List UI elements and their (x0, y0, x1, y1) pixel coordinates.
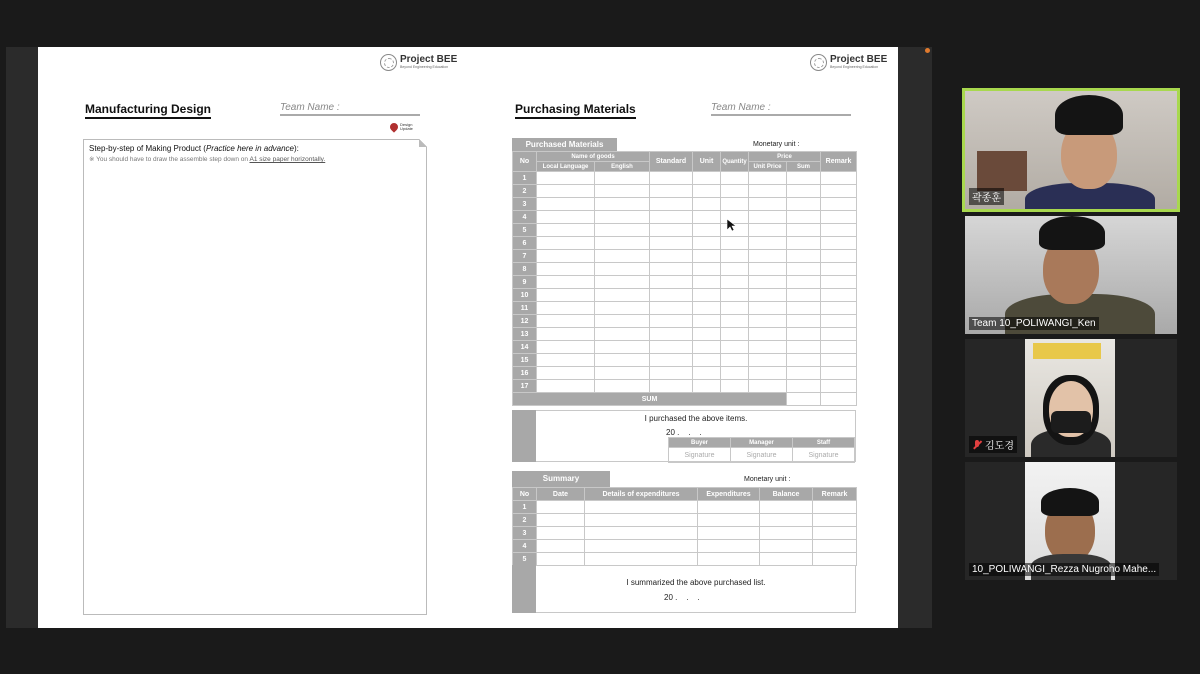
purchase-cell (787, 237, 821, 250)
summary-cell (760, 553, 813, 566)
purchase-cell (821, 237, 857, 250)
purchase-row (513, 211, 857, 224)
summary-cell (698, 527, 760, 540)
summary-cell (537, 514, 585, 527)
bee-logo-icon (380, 54, 397, 71)
purchase-cell (595, 354, 650, 367)
row-number: 10 (513, 289, 537, 302)
logo-subtitle: Beyond Engineering Education (400, 65, 449, 70)
purchase-cell (595, 315, 650, 328)
row-number: 6 (513, 237, 537, 250)
row-number: 15 (513, 354, 537, 367)
face-mask (1051, 411, 1091, 433)
pin-label-update: Update (400, 126, 413, 132)
summary-cell (760, 501, 813, 514)
background-furniture (977, 151, 1027, 191)
purchase-cell (821, 172, 857, 185)
row-number: 11 (513, 302, 537, 315)
purchase-row (513, 263, 857, 276)
purchase-cell (721, 237, 749, 250)
purchase-cell (595, 237, 650, 250)
purchase-cell (537, 367, 595, 380)
purchase-cell (693, 315, 721, 328)
purchase-cell (721, 172, 749, 185)
purchase-cell (721, 250, 749, 263)
summary-cell (698, 501, 760, 514)
col-no: No (513, 152, 537, 172)
purchase-cell (595, 263, 650, 276)
purchase-cell (787, 354, 821, 367)
purchase-cell (537, 224, 595, 237)
summary-cell (813, 514, 857, 527)
purchase-cell (595, 172, 650, 185)
purchase-cell (693, 354, 721, 367)
row-number: 9 (513, 276, 537, 289)
shared-document-page (38, 47, 898, 628)
step-instruction (89, 144, 299, 153)
purchase-cell (537, 276, 595, 289)
purchase-cell (693, 367, 721, 380)
recording-indicator-icon (925, 48, 930, 53)
purchased-statement: I purchased the above items. (644, 414, 748, 423)
row-number: 12 (513, 315, 537, 328)
purchase-cell (749, 289, 787, 302)
sum-label: SUM (513, 393, 787, 406)
purchase-cell (749, 224, 787, 237)
col-unit-price: Unit Price (749, 162, 787, 172)
purchase-cell (749, 198, 787, 211)
col-unit: Unit (693, 152, 721, 172)
participant-name-row (969, 436, 1017, 453)
purchase-cell (749, 341, 787, 354)
purchase-cell (787, 263, 821, 276)
purchase-cell (821, 328, 857, 341)
col-local-language: Local Language (537, 162, 595, 172)
role-manager: Manager (731, 438, 793, 448)
purchase-cell (721, 198, 749, 211)
purchase-cell (787, 185, 821, 198)
purchase-cell (721, 380, 749, 393)
design-update-badge (390, 123, 413, 132)
signature-cell: Signature (669, 448, 731, 463)
purchase-row (513, 185, 857, 198)
purchase-cell (821, 380, 857, 393)
purchase-cell (749, 354, 787, 367)
summary-col-details-of-expenditures: Details of expenditures (585, 488, 698, 501)
signature-side-bar (512, 410, 536, 462)
participant-name: 김도경 (985, 441, 1014, 452)
purchase-cell (749, 263, 787, 276)
summary-tab: Summary (512, 471, 610, 487)
row-number: 13 (513, 328, 537, 341)
team-name-label-left: Team Name : (280, 102, 420, 116)
summary-cell (698, 540, 760, 553)
purchase-cell (537, 211, 595, 224)
purchase-cell (821, 250, 857, 263)
summary-row (513, 553, 857, 566)
purchase-cell (821, 289, 857, 302)
purchase-cell (821, 354, 857, 367)
logo-brand-text: Project BEE (400, 54, 458, 66)
participant-tile-1[interactable] (962, 88, 1180, 212)
col-remark: Remark (821, 152, 857, 172)
row-number: 17 (513, 380, 537, 393)
summary-row (513, 527, 857, 540)
purchase-cell (749, 250, 787, 263)
purchase-cell (787, 380, 821, 393)
role-buyer: Buyer (669, 438, 731, 448)
summary-cell (813, 527, 857, 540)
purchase-cell (650, 380, 693, 393)
purchase-cell (693, 380, 721, 393)
purchase-cell (821, 367, 857, 380)
col-sum: Sum (787, 162, 821, 172)
summary-cell (585, 553, 698, 566)
manufacturing-design-title: Manufacturing Design (85, 102, 211, 119)
purchased-materials-tab: Purchased Materials (512, 138, 617, 151)
col-english: English (595, 162, 650, 172)
summary-cell (537, 540, 585, 553)
row-number: 5 (513, 224, 537, 237)
purchase-cell (749, 367, 787, 380)
signature-cell: Signature (793, 448, 855, 463)
purchase-cell (537, 354, 595, 367)
purchase-cell (749, 172, 787, 185)
purchase-cell (595, 380, 650, 393)
summary-date-line: 20 . . . (664, 593, 700, 602)
purchase-cell (693, 172, 721, 185)
purchase-row (513, 276, 857, 289)
purchase-cell (749, 276, 787, 289)
purchased-materials-table (512, 151, 857, 406)
purchase-row (513, 224, 857, 237)
purchase-cell (821, 302, 857, 315)
summary-col-balance: Balance (760, 488, 813, 501)
purchase-row (513, 172, 857, 185)
microphone-muted-icon (972, 440, 982, 450)
purchase-cell (749, 211, 787, 224)
purchase-cell (821, 211, 857, 224)
purchase-cell (721, 263, 749, 276)
purchase-cell (721, 367, 749, 380)
purchase-cell (721, 289, 749, 302)
purchase-cell (721, 276, 749, 289)
purchase-cell (693, 328, 721, 341)
purchase-row (513, 354, 857, 367)
person-hair (1041, 488, 1099, 516)
summary-col-remark: Remark (813, 488, 857, 501)
summary-cell (585, 540, 698, 553)
summary-cell (760, 527, 813, 540)
purchase-cell (650, 276, 693, 289)
purchase-cell (693, 276, 721, 289)
purchase-cell (537, 237, 595, 250)
purchase-cell (650, 354, 693, 367)
shared-screen (6, 47, 932, 628)
purchase-cell (650, 315, 693, 328)
summary-cell (698, 514, 760, 527)
step-suffix: ): (294, 144, 299, 153)
team-name-label-right: Team Name : (711, 102, 851, 116)
summary-cell (813, 553, 857, 566)
signature-cell: Signature (731, 448, 793, 463)
participant-tile-3[interactable] (965, 339, 1177, 457)
purchase-cell (721, 302, 749, 315)
summary-monetary-unit: Monetary unit : (744, 476, 791, 483)
pin-label-design: Design (400, 122, 413, 127)
row-number: 16 (513, 367, 537, 380)
purchase-cell (693, 211, 721, 224)
purchase-cell (821, 341, 857, 354)
summary-cell (537, 527, 585, 540)
purchase-cell (650, 302, 693, 315)
purchase-row (513, 250, 857, 263)
row-number: 4 (513, 540, 537, 553)
purchase-cell (787, 289, 821, 302)
purchase-cell (821, 315, 857, 328)
purchase-cell (787, 224, 821, 237)
summary-side-bar (512, 565, 536, 613)
purchase-cell (650, 172, 693, 185)
summary-col-no: No (513, 488, 537, 501)
purchase-cell (537, 341, 595, 354)
participant-name: Team 10_POLIWANGI_Ken (969, 317, 1099, 330)
purchase-cell (650, 185, 693, 198)
purchase-cell (537, 315, 595, 328)
purchase-cell (749, 302, 787, 315)
purchase-cell (787, 302, 821, 315)
row-number: 1 (513, 501, 537, 514)
purchase-cell (595, 250, 650, 263)
participant-name: 곽종훈 (969, 188, 1004, 205)
purchase-cell (537, 302, 595, 315)
purchase-cell (721, 185, 749, 198)
location-pin-icon (388, 122, 399, 133)
purchase-cell (787, 211, 821, 224)
signature-table (668, 437, 855, 463)
purchase-row (513, 380, 857, 393)
purchase-cell (650, 289, 693, 302)
purchase-row (513, 198, 857, 211)
project-bee-logo-left (380, 54, 457, 71)
row-number: 5 (513, 553, 537, 566)
summary-cell (585, 514, 698, 527)
purchase-cell (537, 263, 595, 276)
note-prefix: ※ You should have to draw the assemble step down on (89, 156, 250, 163)
purchase-cell (749, 380, 787, 393)
summary-cell (813, 501, 857, 514)
purchase-row (513, 341, 857, 354)
purchase-cell (787, 250, 821, 263)
purchase-cell (650, 367, 693, 380)
summary-statement: I summarized the above purchased list. (626, 578, 766, 587)
purchase-cell (693, 302, 721, 315)
row-number: 3 (513, 198, 537, 211)
purchase-row (513, 302, 857, 315)
col-quantity: Quantity (721, 152, 749, 172)
purchase-cell (650, 211, 693, 224)
purchase-cell (693, 289, 721, 302)
col-name-of-goods: Name of goods (537, 152, 650, 162)
summary-table (512, 487, 857, 566)
purchase-cell (721, 328, 749, 341)
purchase-cell (595, 289, 650, 302)
col-standard: Standard (650, 152, 693, 172)
purchase-cell (721, 315, 749, 328)
row-number: 8 (513, 263, 537, 276)
project-bee-logo-right (810, 54, 887, 71)
purchase-cell (693, 237, 721, 250)
purchase-cell (693, 341, 721, 354)
purchase-cell (721, 341, 749, 354)
purchase-date-line: 20 . . . (666, 428, 702, 437)
purchase-cell (693, 250, 721, 263)
purchase-cell (595, 367, 650, 380)
purchase-cell (595, 276, 650, 289)
purchase-cell (650, 263, 693, 276)
row-number: 4 (513, 211, 537, 224)
purchase-cell (650, 237, 693, 250)
summary-cell (760, 540, 813, 553)
purchase-cell (595, 302, 650, 315)
purchase-cell (537, 250, 595, 263)
purchase-cell (787, 172, 821, 185)
summary-cell (537, 501, 585, 514)
purchase-cell (787, 328, 821, 341)
summary-col-date: Date (537, 488, 585, 501)
summary-cell (760, 514, 813, 527)
purchase-cell (537, 172, 595, 185)
purchase-cell (749, 328, 787, 341)
summary-statement-block (536, 565, 856, 613)
purchasing-materials-title: Purchasing Materials (515, 102, 636, 119)
purchase-cell (821, 263, 857, 276)
purchase-cell (537, 289, 595, 302)
purchase-cell (749, 185, 787, 198)
a1-paper-note (89, 155, 325, 163)
summary-cell (537, 553, 585, 566)
purchase-cell (595, 185, 650, 198)
summary-cell (698, 553, 760, 566)
purchase-cell (693, 224, 721, 237)
row-number: 2 (513, 185, 537, 198)
summary-cell (585, 527, 698, 540)
purchase-cell (787, 367, 821, 380)
purchase-cell (595, 341, 650, 354)
bee-logo-icon (810, 54, 827, 71)
purchase-cell (537, 198, 595, 211)
col-price: Price (749, 152, 821, 162)
purchase-cell (537, 185, 595, 198)
purchase-cell (787, 341, 821, 354)
purchase-cell (693, 185, 721, 198)
summary-cell (813, 540, 857, 553)
mouse-cursor-icon (727, 219, 736, 232)
background-sign (1033, 343, 1101, 359)
person-hair (1055, 95, 1123, 135)
participant-tile-2[interactable] (965, 216, 1177, 334)
purchase-cell (693, 198, 721, 211)
purchase-cell (821, 185, 857, 198)
purchase-row (513, 237, 857, 250)
purchase-cell (595, 198, 650, 211)
purchase-cell (650, 250, 693, 263)
purchase-cell (821, 276, 857, 289)
purchase-cell (595, 211, 650, 224)
row-number: 1 (513, 172, 537, 185)
sum-remark-cell (821, 393, 857, 406)
purchase-cell (787, 276, 821, 289)
row-number: 14 (513, 341, 537, 354)
purchase-cell (749, 315, 787, 328)
signature-block (536, 410, 856, 462)
purchase-row (513, 289, 857, 302)
step-italic: Practice here in advance (205, 144, 295, 153)
purchase-cell (650, 198, 693, 211)
summary-col-expenditures: Expenditures (698, 488, 760, 501)
purchase-cell (787, 198, 821, 211)
sum-value-cell (787, 393, 821, 406)
participant-name: 10_POLIWANGI_Rezza Nugroho Mahe... (969, 563, 1159, 576)
purchase-cell (650, 224, 693, 237)
manufacturing-steps-box (83, 139, 427, 615)
person-hair (1039, 216, 1105, 250)
participant-tile-4[interactable] (965, 462, 1177, 580)
purchase-cell (787, 315, 821, 328)
purchase-cell (537, 328, 595, 341)
row-number: 7 (513, 250, 537, 263)
summary-cell (585, 501, 698, 514)
role-staff: Staff (793, 438, 855, 448)
summary-row (513, 514, 857, 527)
purchase-row (513, 315, 857, 328)
purchase-cell (721, 354, 749, 367)
purchase-cell (650, 341, 693, 354)
purchase-cell (749, 237, 787, 250)
step-prefix: Step-by-step of Making Product ( (89, 144, 206, 153)
row-number: 2 (513, 514, 537, 527)
note-underlined: A1 size paper horizontally. (249, 156, 326, 163)
purchase-row (513, 328, 857, 341)
purchase-cell (821, 198, 857, 211)
purchase-cell (693, 263, 721, 276)
purchase-cell (821, 224, 857, 237)
row-number: 3 (513, 527, 537, 540)
purchase-row (513, 367, 857, 380)
summary-row (513, 501, 857, 514)
purchase-cell (537, 380, 595, 393)
purchase-cell (650, 328, 693, 341)
logo-subtitle: Beyond Engineering Education (830, 65, 879, 70)
monetary-unit-label: Monetary unit : (753, 141, 800, 148)
purchase-cell (595, 224, 650, 237)
logo-brand-text: Project BEE (830, 54, 888, 66)
purchase-cell (595, 328, 650, 341)
summary-row (513, 540, 857, 553)
